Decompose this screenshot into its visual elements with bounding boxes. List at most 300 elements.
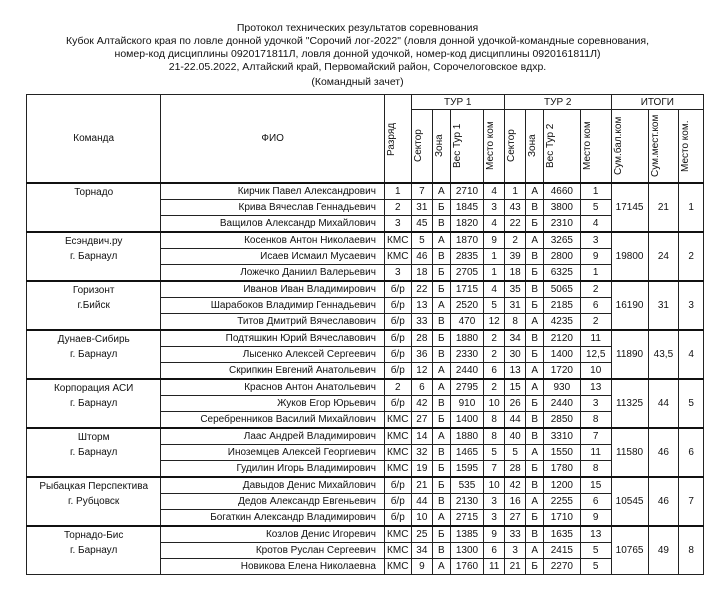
team-place: 6 [679, 428, 704, 477]
weight1-cell: 1880 [450, 330, 484, 347]
place1-cell: 4 [484, 183, 505, 200]
rank-cell: б/р [384, 347, 411, 363]
weight1-cell: 1595 [450, 461, 484, 478]
team-sum-places: 43,5 [648, 330, 679, 379]
participant-name: Богаткин Александр Владимирович [161, 510, 385, 527]
col-zone1: Зона [433, 110, 450, 184]
team-city: г.Бийск [77, 300, 110, 311]
team-sum-places: 46 [648, 477, 679, 526]
team-sum-places: 24 [648, 232, 679, 281]
zone1-cell: Б [433, 265, 450, 282]
rank-cell: б/р [384, 330, 411, 347]
results-body [27, 183, 704, 575]
place1-cell: 4 [484, 281, 505, 298]
date-location: 21-22.05.2022, Алтайский край, Первомайский район, Сорочелоговское вдхр. [168, 61, 547, 73]
weight1-cell: 910 [450, 396, 484, 412]
place2-cell: 13 [580, 526, 611, 543]
zone2-cell: В [526, 412, 543, 429]
zone1-cell: В [433, 445, 450, 461]
place2-cell: 3 [580, 232, 611, 249]
place1-cell: 10 [484, 477, 505, 494]
zone2-cell: Б [526, 265, 543, 282]
team-place: 1 [679, 183, 704, 232]
totals-header: ИТОГИ [611, 95, 703, 110]
rank-cell: КМС [384, 461, 411, 478]
weight1-cell: 1870 [450, 232, 484, 249]
rank-cell: б/р [384, 314, 411, 331]
place2-cell: 2 [580, 314, 611, 331]
weight1-cell: 1465 [450, 445, 484, 461]
zone1-cell: В [433, 494, 450, 510]
team-city: г. Барнаул [70, 545, 118, 556]
zone1-cell: А [433, 559, 450, 575]
participant-name: Исаев Исмаил Мусаевич [161, 249, 385, 265]
place1-cell: 5 [484, 298, 505, 314]
sector1-cell: 42 [411, 396, 433, 412]
team-name: Корпорация АСИ [53, 383, 134, 394]
participant-name: Лысенко Алексей Сергеевич [161, 347, 385, 363]
weight2-cell: 2185 [543, 298, 580, 314]
participant-name: Давыдов Денис Михайлович [161, 477, 385, 494]
zone2-cell: А [526, 494, 543, 510]
weight1-cell: 1385 [450, 526, 484, 543]
place1-cell: 4 [484, 216, 505, 233]
zone2-cell: А [526, 183, 543, 200]
zone2-cell: А [526, 314, 543, 331]
table-row [27, 428, 704, 445]
zone1-cell: А [433, 232, 450, 249]
sector1-cell: 33 [411, 314, 433, 331]
weight2-cell: 1550 [543, 445, 580, 461]
place1-cell: 3 [484, 200, 505, 216]
team-city: г. Барнаул [70, 251, 118, 262]
team-city: г. Барнаул [70, 447, 118, 458]
team-sum-places: 21 [648, 183, 679, 232]
team-name: Шторм [77, 432, 110, 443]
place1-cell: 7 [484, 461, 505, 478]
weight1-cell: 1820 [450, 216, 484, 233]
weight2-cell: 2270 [543, 559, 580, 575]
place2-cell: 12,5 [580, 347, 611, 363]
tour1-header: ТУР 1 [411, 95, 504, 110]
place2-cell: 5 [580, 559, 611, 575]
team-cell [27, 379, 161, 428]
team-name: Дунаев-Сибирь [57, 334, 130, 345]
zone1-cell: В [433, 249, 450, 265]
place1-cell: 2 [484, 330, 505, 347]
sector2-cell: 3 [504, 543, 526, 559]
team-cell [27, 330, 161, 379]
weight1-cell: 2715 [450, 510, 484, 527]
weight2-cell: 2850 [543, 412, 580, 429]
weight2-cell: 2310 [543, 216, 580, 233]
sector2-cell: 26 [504, 396, 526, 412]
sector1-cell: 18 [411, 265, 433, 282]
team-sum-places: 31 [648, 281, 679, 330]
sector1-cell: 7 [411, 183, 433, 200]
zone2-cell: Б [526, 559, 543, 575]
col-sum-places: Сум.мест.ком [648, 110, 679, 184]
team-name: Торнадо [74, 187, 114, 198]
place2-cell: 9 [580, 510, 611, 527]
participant-name: Шарабоков Владимир Геннадьевич [161, 298, 385, 314]
weight1-cell: 2710 [450, 183, 484, 200]
zone2-cell: Б [526, 396, 543, 412]
col-sector1: Сектор [411, 110, 433, 184]
col-weight2: Вес Тур 2 [543, 110, 580, 184]
sector2-cell: 28 [504, 461, 526, 478]
place1-cell: 9 [484, 526, 505, 543]
sector1-cell: 44 [411, 494, 433, 510]
sector2-cell: 31 [504, 298, 526, 314]
rank-cell: КМС [384, 412, 411, 429]
sector2-cell: 15 [504, 379, 526, 396]
weight2-cell: 1200 [543, 477, 580, 494]
participant-name: Кирчик Павел Александрович [161, 183, 385, 200]
sector2-cell: 1 [504, 183, 526, 200]
team-name: Есэндвич.ру [64, 236, 123, 247]
team-sum-weight: 11890 [611, 330, 648, 379]
sector1-cell: 34 [411, 543, 433, 559]
zone2-cell: В [526, 477, 543, 494]
place2-cell: 5 [580, 543, 611, 559]
participant-name: Лаас Андрей Владимирович [161, 428, 385, 445]
team-cell [27, 232, 161, 281]
rank-cell: 3 [384, 265, 411, 282]
team-cell [27, 183, 161, 232]
place1-cell: 8 [484, 428, 505, 445]
sector1-cell: 31 [411, 200, 433, 216]
weight2-cell: 2255 [543, 494, 580, 510]
rank-cell: б/р [384, 281, 411, 298]
rank-cell: б/р [384, 510, 411, 527]
zone2-cell: В [526, 200, 543, 216]
col-fio-header: ФИО [161, 95, 385, 184]
zone2-cell: В [526, 330, 543, 347]
team-city: г. Барнаул [70, 398, 118, 409]
team-sum-weight: 11325 [611, 379, 648, 428]
zone2-cell: А [526, 445, 543, 461]
weight1-cell: 1300 [450, 543, 484, 559]
place1-cell: 11 [484, 559, 505, 575]
col-zone2: Зона [526, 110, 543, 184]
team-sum-weight: 19800 [611, 232, 648, 281]
team-place: 5 [679, 379, 704, 428]
zone1-cell: Б [433, 200, 450, 216]
col-sector2: Сектор [504, 110, 526, 184]
weight1-cell: 1845 [450, 200, 484, 216]
col-sum-weight: Сум.бал.ком [611, 110, 648, 184]
place2-cell: 4 [580, 216, 611, 233]
zone1-cell: Б [433, 281, 450, 298]
place1-cell: 9 [484, 232, 505, 249]
participant-name: Гудилин Игорь Владимирович [161, 461, 385, 478]
place1-cell: 2 [484, 347, 505, 363]
sector1-cell: 45 [411, 216, 433, 233]
team-city: г. Рубцовск [68, 496, 120, 507]
team-cell [27, 526, 161, 575]
zone1-cell: Б [433, 330, 450, 347]
place2-cell: 11 [580, 445, 611, 461]
team-name: Рыбацкая Перспектива [39, 481, 149, 492]
zone1-cell: А [433, 183, 450, 200]
zone2-cell: Б [526, 216, 543, 233]
sector1-cell: 19 [411, 461, 433, 478]
participant-name: Крива Вячеслав Геннадьевич [161, 200, 385, 216]
zone1-cell: А [433, 298, 450, 314]
weight1-cell: 2440 [450, 363, 484, 380]
table-row [27, 477, 704, 494]
participant-name: Титов Дмитрий Вячеславович [161, 314, 385, 331]
place2-cell: 13 [580, 379, 611, 396]
col-team-header: Команда [27, 95, 161, 184]
participant-name: Иноземцев Алексей Георгиевич [161, 445, 385, 461]
zone1-cell: Б [433, 412, 450, 429]
zone2-cell: В [526, 281, 543, 298]
team-name: Торнадо-Бис [63, 530, 124, 541]
table-row [27, 526, 704, 543]
rank-cell: б/р [384, 396, 411, 412]
place2-cell: 6 [580, 298, 611, 314]
sector1-cell: 27 [411, 412, 433, 429]
sector2-cell: 35 [504, 281, 526, 298]
weight1-cell: 535 [450, 477, 484, 494]
sector2-cell: 2 [504, 232, 526, 249]
rank-cell: КМС [384, 232, 411, 249]
sector2-cell: 34 [504, 330, 526, 347]
participant-name: Серебренников Василий Михайлович [161, 412, 385, 429]
zone1-cell: В [433, 396, 450, 412]
place1-cell: 6 [484, 543, 505, 559]
team-place: 2 [679, 232, 704, 281]
place2-cell: 15 [580, 477, 611, 494]
sector1-cell: 9 [411, 559, 433, 575]
place1-cell: 2 [484, 379, 505, 396]
sector2-cell: 40 [504, 428, 526, 445]
weight2-cell: 1720 [543, 363, 580, 380]
col-place2: Место ком [580, 110, 611, 184]
participant-name: Ващилов Александр Михайлович [161, 216, 385, 233]
zone2-cell: Б [526, 461, 543, 478]
zone1-cell: А [433, 510, 450, 527]
place2-cell: 7 [580, 428, 611, 445]
place2-cell: 11 [580, 330, 611, 347]
team-place: 4 [679, 330, 704, 379]
zone1-cell: Б [433, 477, 450, 494]
weight2-cell: 4235 [543, 314, 580, 331]
participant-name: Краснов Антон Анатольевич [161, 379, 385, 396]
competition-name: Кубок Алтайского края по ловле донной удочкой "Сорочий лог-2022" (ловля донной удочкой-командные соревнования, [65, 35, 650, 47]
team-place: 7 [679, 477, 704, 526]
discipline-codes: номер-код дисциплины 0920171811Л, ловля донной удочкой, номер-код дисциплины 0920161811Л) [114, 48, 601, 60]
rank-cell: КМС [384, 543, 411, 559]
place2-cell: 9 [580, 249, 611, 265]
place2-cell: 8 [580, 412, 611, 429]
team-sum-places: 46 [648, 428, 679, 477]
weight2-cell: 930 [543, 379, 580, 396]
sector2-cell: 8 [504, 314, 526, 331]
place1-cell: 6 [484, 363, 505, 380]
place2-cell: 10 [580, 363, 611, 380]
sector1-cell: 10 [411, 510, 433, 527]
weight2-cell: 3310 [543, 428, 580, 445]
zone1-cell: Б [433, 461, 450, 478]
weight2-cell: 2415 [543, 543, 580, 559]
sector2-cell: 18 [504, 265, 526, 282]
sector1-cell: 36 [411, 347, 433, 363]
sector2-cell: 42 [504, 477, 526, 494]
place1-cell: 3 [484, 510, 505, 527]
weight2-cell: 1400 [543, 347, 580, 363]
participant-name: Иванов Иван Владимирович [161, 281, 385, 298]
place2-cell: 1 [580, 183, 611, 200]
participant-name: Дедов Александр Евгеньевич [161, 494, 385, 510]
zone1-cell: А [433, 428, 450, 445]
team-sum-weight: 10545 [611, 477, 648, 526]
sector2-cell: 21 [504, 559, 526, 575]
table-row [27, 379, 704, 396]
rank-cell: КМС [384, 526, 411, 543]
zone1-cell: В [433, 347, 450, 363]
weight1-cell: 1880 [450, 428, 484, 445]
place2-cell: 1 [580, 265, 611, 282]
col-team-place: Место ком. [679, 110, 704, 184]
weight1-cell: 470 [450, 314, 484, 331]
team-sum-weight: 17145 [611, 183, 648, 232]
weight2-cell: 6325 [543, 265, 580, 282]
sector2-cell: 39 [504, 249, 526, 265]
weight2-cell: 2440 [543, 396, 580, 412]
weight2-cell: 4660 [543, 183, 580, 200]
place1-cell: 12 [484, 314, 505, 331]
zone2-cell: Б [526, 347, 543, 363]
weight1-cell: 2130 [450, 494, 484, 510]
weight1-cell: 2520 [450, 298, 484, 314]
place2-cell: 6 [580, 494, 611, 510]
sector2-cell: 13 [504, 363, 526, 380]
weight1-cell: 1760 [450, 559, 484, 575]
col-rank-header: Разряд [384, 95, 411, 184]
zone2-cell: В [526, 249, 543, 265]
rank-cell: 3 [384, 216, 411, 233]
team-sum-weight: 16190 [611, 281, 648, 330]
place1-cell: 8 [484, 412, 505, 429]
participant-name: Козлов Денис Игоревич [161, 526, 385, 543]
zone2-cell: А [526, 379, 543, 396]
participant-name: Жуков Егор Юрьевич [161, 396, 385, 412]
rank-cell: 2 [384, 379, 411, 396]
rank-cell: б/р [384, 298, 411, 314]
team-sum-weight: 11580 [611, 428, 648, 477]
sector2-cell: 43 [504, 200, 526, 216]
team-sum-places: 44 [648, 379, 679, 428]
weight1-cell: 2705 [450, 265, 484, 282]
sector2-cell: 5 [504, 445, 526, 461]
place2-cell: 2 [580, 281, 611, 298]
zone2-cell: Б [526, 510, 543, 527]
zone1-cell: Б [433, 526, 450, 543]
place2-cell: 5 [580, 200, 611, 216]
team-name: Горизонт [72, 285, 115, 296]
zone2-cell: Б [526, 298, 543, 314]
rank-cell: б/р [384, 494, 411, 510]
place1-cell: 5 [484, 445, 505, 461]
weight1-cell: 1715 [450, 281, 484, 298]
sector1-cell: 21 [411, 477, 433, 494]
team-city: г. Барнаул [70, 349, 118, 360]
weight2-cell: 2800 [543, 249, 580, 265]
sector2-cell: 30 [504, 347, 526, 363]
sector1-cell: 5 [411, 232, 433, 249]
place1-cell: 1 [484, 249, 505, 265]
zone2-cell: А [526, 543, 543, 559]
place2-cell: 8 [580, 461, 611, 478]
participant-name: Кротов Руслан Сергеевич [161, 543, 385, 559]
sector2-cell: 33 [504, 526, 526, 543]
weight2-cell: 1635 [543, 526, 580, 543]
sector1-cell: 13 [411, 298, 433, 314]
weight1-cell: 1400 [450, 412, 484, 429]
weight1-cell: 2330 [450, 347, 484, 363]
weight2-cell: 2120 [543, 330, 580, 347]
sector1-cell: 28 [411, 330, 433, 347]
team-cell [27, 281, 161, 330]
weight2-cell: 3800 [543, 200, 580, 216]
place1-cell: 1 [484, 265, 505, 282]
sector1-cell: 46 [411, 249, 433, 265]
team-cell [27, 477, 161, 526]
participant-name: Скрипкин Евгений Анатольевич [161, 363, 385, 380]
sector2-cell: 16 [504, 494, 526, 510]
protocol-title: Протокол технических результатов соревнования [236, 22, 479, 34]
zone2-cell: А [526, 232, 543, 249]
rank-cell: КМС [384, 428, 411, 445]
sector2-cell: 22 [504, 216, 526, 233]
sector1-cell: 22 [411, 281, 433, 298]
sector2-cell: 44 [504, 412, 526, 429]
team-place: 3 [679, 281, 704, 330]
rank-cell: 2 [384, 200, 411, 216]
results-table [26, 94, 704, 575]
zone1-cell: В [433, 543, 450, 559]
weight2-cell: 5065 [543, 281, 580, 298]
rank-cell: 1 [384, 183, 411, 200]
rank-cell: б/р [384, 363, 411, 380]
participant-name: Ложечко Даниил Валерьевич [161, 265, 385, 282]
team-place: 8 [679, 526, 704, 575]
participant-name: Косенков Антон Николаевич [161, 232, 385, 249]
team-sum-places: 49 [648, 526, 679, 575]
rank-cell: КМС [384, 559, 411, 575]
standings-type: (Командный зачет) [311, 76, 404, 88]
weight1-cell: 2835 [450, 249, 484, 265]
weight2-cell: 1780 [543, 461, 580, 478]
table-row [27, 232, 704, 249]
zone1-cell: А [433, 379, 450, 396]
col-place1: Место ком [484, 110, 505, 184]
team-cell [27, 428, 161, 477]
rank-cell: б/р [384, 477, 411, 494]
weight2-cell: 3265 [543, 232, 580, 249]
place1-cell: 3 [484, 494, 505, 510]
rank-cell: КМС [384, 445, 411, 461]
tour2-header: ТУР 2 [504, 95, 611, 110]
table-row [27, 281, 704, 298]
participant-name: Подтяшкин Юрий Вячеславович [161, 330, 385, 347]
sector1-cell: 32 [411, 445, 433, 461]
weight1-cell: 2795 [450, 379, 484, 396]
table-row [27, 183, 704, 200]
